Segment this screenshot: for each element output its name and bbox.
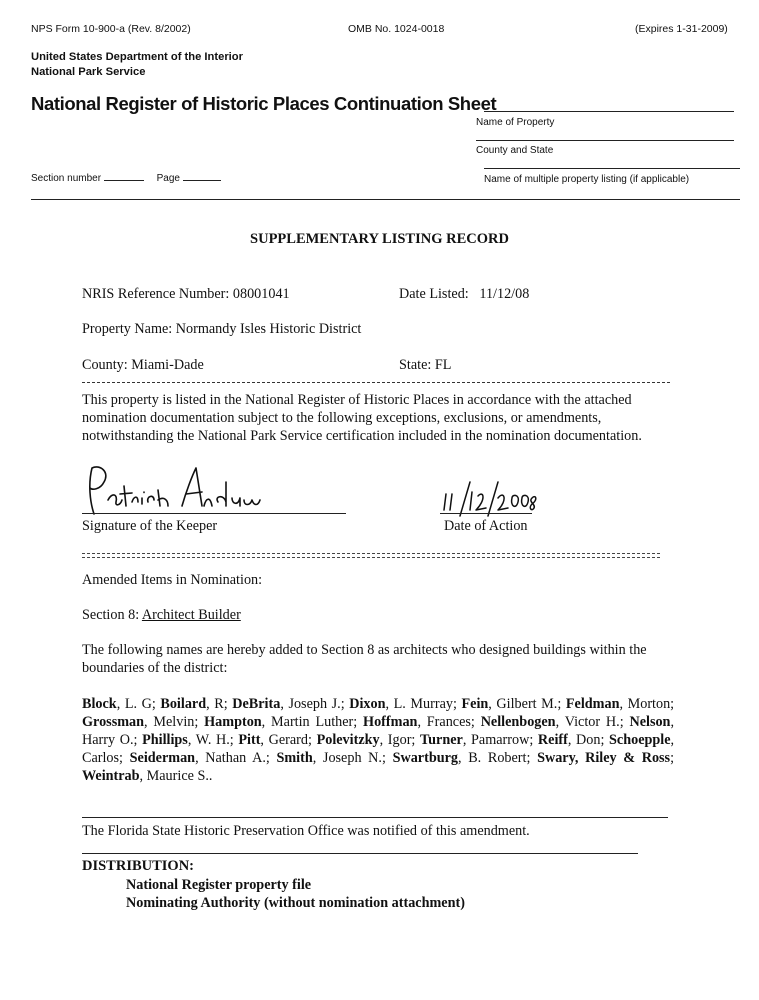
architect-first-name: Gilbert M. [496,696,558,712]
architect-first-name: Martin Luther [271,714,354,730]
architect-first-name: Harry O. [82,732,134,748]
architect-first-name: Pamarrow [471,732,530,748]
architect-first-name: Don [576,732,601,748]
architect-last-name: Hoffman [363,714,418,730]
architect-entry: Schoepple, Carlos; [82,732,675,766]
architect-first-name: B. Robert [468,750,527,766]
expiration-date: (Expires 1-31-2009) [635,23,728,35]
architect-last-name: Phillips [142,732,188,748]
architect-entry: Nelson, Harry O.; [82,714,674,748]
architect-entry: Boilard, R; [160,696,228,712]
architect-first-name: R [214,696,224,712]
architect-last-name: Pitt [238,732,261,748]
keeper-signature-label: Signature of the Keeper [82,518,218,534]
architect-last-name: Grossman [82,714,145,730]
county-value: Miami-Dade [131,357,204,373]
architect-last-name: Turner [420,732,463,748]
architect-last-name: Seiderman [129,750,196,766]
architect-entry: Feldman, Morton; [565,696,675,712]
listing-statement: This property is listed in the National Register of Historic Places in accordance with the attached nomination documentation subject to the following exceptions, exclusions, or amendments, notwithstanding the National Park Service certification included in the nomination documentation. [82,392,642,444]
architect-entry: Phillips, W. H.; [142,732,234,748]
architect-last-name: Schoepple [609,732,671,748]
state: State: FL [399,357,452,373]
architect-last-name: Boilard [160,696,207,712]
architect-entry: Nellenbogen, Victor H.; [480,714,624,730]
notification-line [82,817,668,818]
architect-first-name: Melvin [153,714,195,730]
architect-last-name: Swary, Riley & Ross [537,750,671,766]
architect-first-name: Joseph J. [288,696,341,712]
section-page-fields [31,173,221,184]
agency-block [31,50,243,79]
architect-entry: Swartburg, B. Robert; [392,750,531,766]
architect-last-name: Reiff [537,732,568,748]
architect-first-name: Frances [426,714,471,730]
shpo-notification: The Florida State Historic Preservation Office was notified of this amendment. [82,823,530,839]
section-label: Section 8: [82,607,140,623]
architect-first-name: Gerard [268,732,308,748]
architect-entry: Reiff, Don; [537,732,605,748]
architect-entry: Grossman, Melvin; [82,714,199,730]
architect-entry: Hampton, Martin Luther; [204,714,358,730]
date-listed: Date Listed: 11/12/08 [399,286,530,302]
distribution-item: Nominating Authority (without nomination attachment) [126,895,465,911]
keeper-signature-line [82,513,346,514]
nris-reference: NRIS Reference Number: 08001041 [82,286,290,302]
section-number-label: Section number [31,173,102,184]
amended-items-heading: Amended Items in Nomination: [82,572,263,588]
keeper-signature-image [84,462,264,518]
architect-first-name: Nathan A. [205,750,266,766]
date-listed-value: 11/12/08 [479,286,530,302]
section-number-field [104,180,144,181]
architect-list [82,695,674,785]
architect-last-name: DeBrita [232,696,281,712]
form-number: NPS Form 10-900-a (Rev. 8/2002) [31,23,191,35]
architect-last-name: Swartburg [392,750,459,766]
distribution-line [82,853,638,854]
nris-value: 08001041 [232,286,290,302]
architect-first-name: Victor H. [564,714,620,730]
name-of-property-label: Name of Property [476,117,555,128]
page-label: Page [156,173,180,184]
architect-last-name: Smith [276,750,313,766]
architect-entry: Weintrab, Maurice S.. [82,768,213,784]
architect-first-name: Igor [387,732,412,748]
section-topic: Architect Builder [141,607,241,623]
dashed-divider [82,382,670,383]
omb-number: OMB No. 1024-0018 [348,23,445,35]
architect-last-name: Nellenbogen [480,714,556,730]
architect-entry: Block, L. G; [82,696,156,712]
multiple-listing-label: Name of multiple property listing (if applicable) [484,174,690,185]
architect-last-name: Dixon [349,696,386,712]
record-heading: SUPPLEMENTARY LISTING RECORD [250,231,509,247]
architect-last-name: Block [82,696,117,712]
architect-last-name: Polevitzky [316,732,380,748]
header-divider [31,199,740,200]
property-name-value: Normandy Isles Historic District [175,321,362,337]
county-state-line [476,140,734,141]
architect-last-name: Nelson [629,714,671,730]
action-date-handwriting [440,480,540,520]
double-dashed-divider [82,553,660,558]
architect-entry: Hoffman, Frances; [363,714,475,730]
page-title: National Register of Historic Places Continuation Sheet [31,93,497,114]
architect-entry: DeBrita, Joseph J.; [232,696,345,712]
architect-entry: Pitt, Gerard; [238,732,312,748]
state-value: FL [434,357,452,373]
architect-first-name: Morton [627,696,671,712]
property-name: Property Name: Normandy Isles Historic District [82,321,362,337]
name-of-property-line [484,111,734,112]
department-name: United States Department of the Interior [31,51,243,63]
architect-first-name: Maurice S.. [146,768,213,784]
distribution-item: National Register property file [126,877,312,893]
county: County: Miami-Dade [82,357,204,373]
architect-entry: Polevitzky, Igor; [316,732,416,748]
amendment-intro: The following names are hereby added to Section 8 as architects who designed buildings within the boundaries of the district: [82,642,647,676]
architect-first-name: Carlos [82,750,120,766]
amended-section [82,606,241,624]
architect-entry: Swary, Riley & Ross; [537,750,675,766]
architect-first-name: Joseph N. [322,750,382,766]
architect-first-name: L. Murray [393,696,453,712]
action-date-line [440,513,532,514]
architect-entry: Dixon, L. Murray; [349,696,457,712]
architect-entry: Smith, Joseph N.; [276,750,386,766]
service-name: National Park Service [31,65,146,78]
architect-last-name: Fein [461,696,489,712]
architect-last-name: Weintrab [82,768,140,784]
architect-last-name: Feldman [565,696,620,712]
county-and-state-label: County and State [476,145,554,156]
distribution-heading: DISTRIBUTION: [82,858,194,874]
architect-entry: Seiderman, Nathan A.; [129,750,270,766]
architect-first-name: W. H. [195,732,230,748]
architect-entry: Fein, Gilbert M.; [461,696,562,712]
architect-first-name: L. G [124,696,152,712]
architect-entry: Turner, Pamarrow; [420,732,534,748]
date-of-action-label: Date of Action [444,518,528,534]
multiple-listing-line [484,168,740,169]
page-field [183,180,221,181]
architect-last-name: Hampton [204,714,262,730]
